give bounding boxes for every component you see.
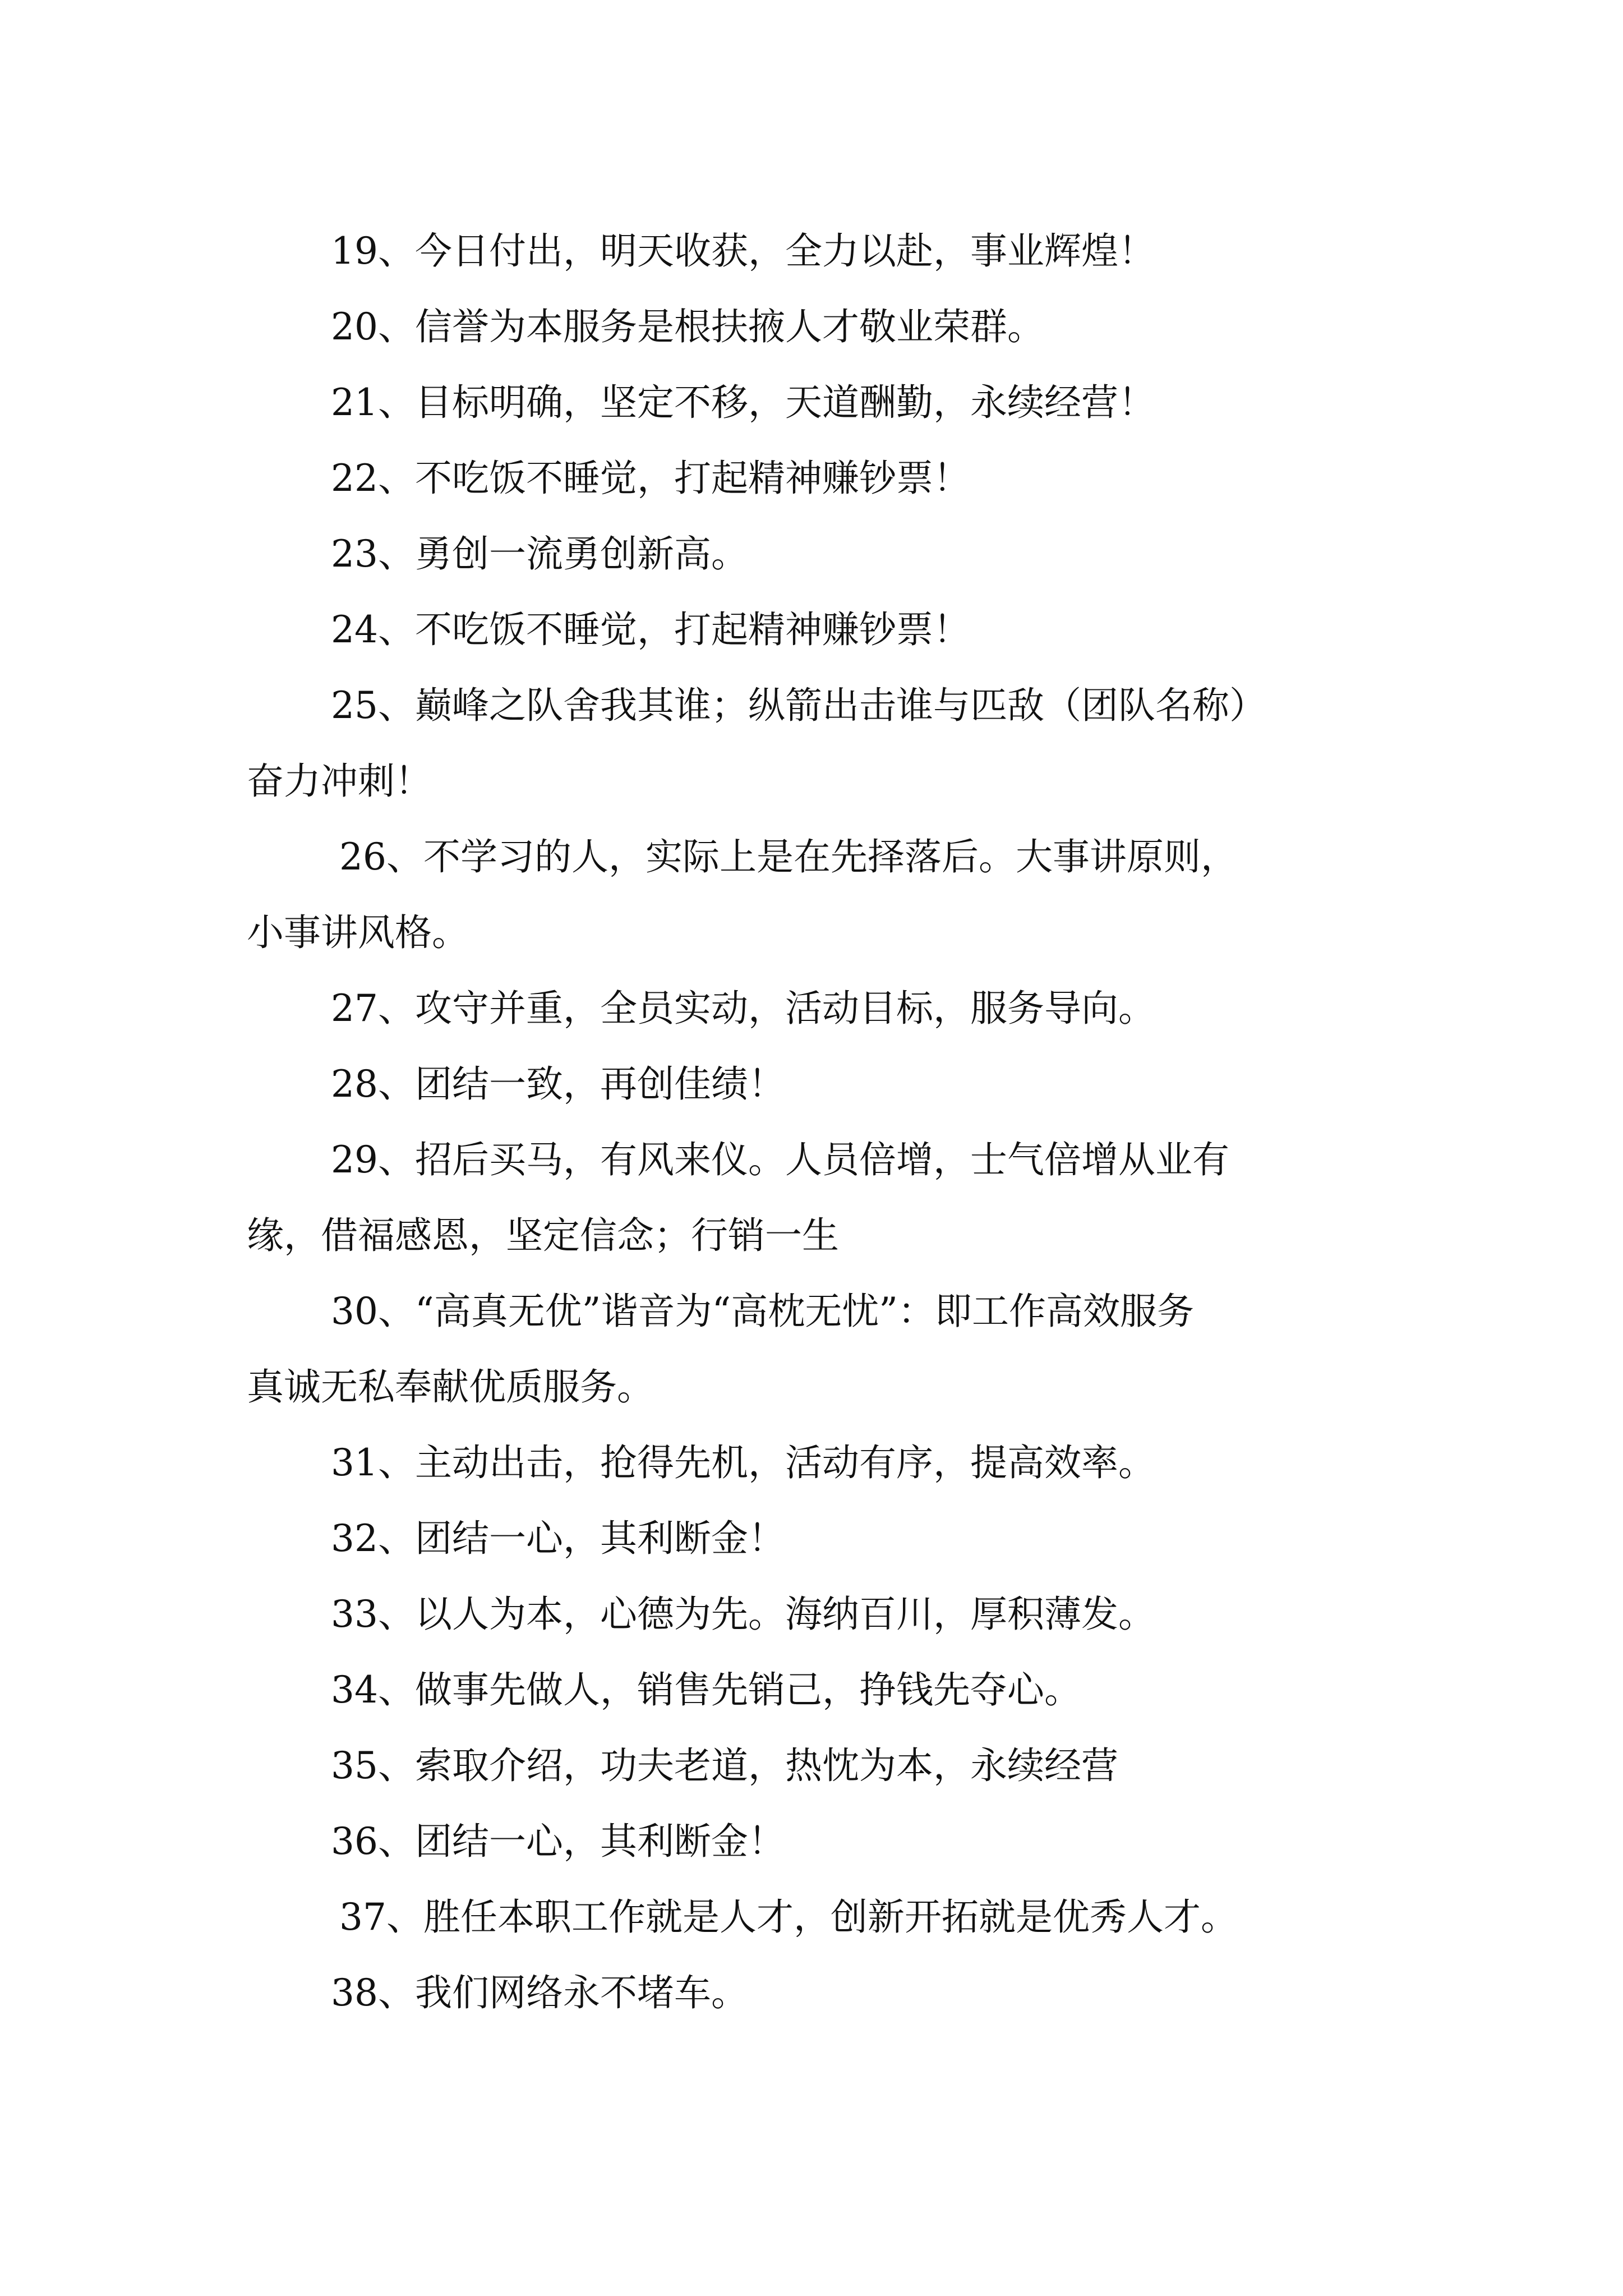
slogan-line-28: 28、团结一致，再创佳绩！ xyxy=(331,1062,785,1106)
slogan-line-20: 20、信誉为本服务是根扶掖人才敬业荣群。 xyxy=(331,305,1044,348)
slogan-line-26-continued: 小事讲风格。 xyxy=(247,911,469,954)
slogan-line-35: 35、索取介绍，功夫老道，热忱为本，永续经营 xyxy=(331,1744,1118,1787)
slogan-line-32: 32、团结一心，其利断金！ xyxy=(331,1517,785,1560)
slogan-line-29-continued: 缘，借福感恩，坚定信念；行销一生 xyxy=(247,1214,839,1257)
slogan-line-34: 34、做事先做人，销售先销己，挣钱先夺心。 xyxy=(331,1668,1081,1711)
slogan-line-36: 36、团结一心，其利断金！ xyxy=(331,1820,785,1863)
slogan-line-33: 33、以人为本，心德为先。海纳百川，厚积薄发。 xyxy=(331,1593,1155,1636)
slogan-line-25: 25、巅峰之队舍我其谁；纵箭出击谁与匹敌（团队名称） xyxy=(331,684,1266,727)
slogan-line-25-continued: 奋力冲刺！ xyxy=(247,760,432,803)
slogan-line-37: 37、胜任本职工作就是人才，创新开拓就是优秀人才。 xyxy=(339,1895,1238,1939)
slogan-line-23: 23、勇创一流勇创新高。 xyxy=(331,532,748,576)
slogan-line-26: 26、不学习的人，实际上是在先择落后。大事讲原则， xyxy=(339,835,1238,878)
slogan-line-29: 29、招后买马，有风来仪。人员倍增，士气倍增从业有 xyxy=(331,1138,1229,1181)
slogan-line-27: 27、攻守并重，全员实动，活动目标，服务导向。 xyxy=(331,987,1155,1030)
slogan-line-22: 22、不吃饭不睡觉，打起精神赚钞票！ xyxy=(331,457,970,500)
slogan-line-21: 21、目标明确，坚定不移，天道酬勤，永续经营！ xyxy=(331,381,1155,424)
slogan-line-31: 31、主动出击，抢得先机，活动有序，提高效率。 xyxy=(331,1441,1155,1484)
slogan-line-30-continued: 真诚无私奉献优质服务。 xyxy=(247,1365,654,1409)
slogan-line-19: 19、今日付出，明天收获，全力以赴，事业辉煌！ xyxy=(331,229,1155,273)
slogan-line-24: 24、不吃饭不睡觉，打起精神赚钞票！ xyxy=(331,608,970,651)
document-body xyxy=(247,213,1424,2031)
slogan-line-38: 38、我们网络永不堵车。 xyxy=(331,1971,748,2014)
slogan-line-30: 30、“高真无优”谐音为“高枕无忧”：即工作高效服务 xyxy=(331,1290,1194,1333)
